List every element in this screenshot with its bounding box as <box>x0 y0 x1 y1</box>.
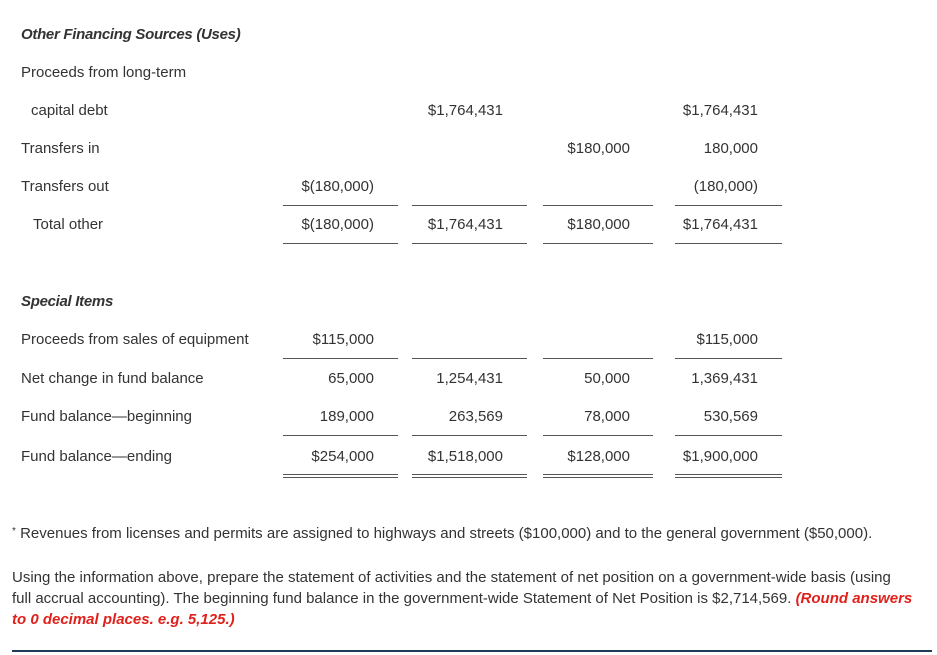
cell-net-change-c2: 1,254,431 <box>436 370 503 387</box>
row-label-fund-balance-beginning: Fund balance—beginning <box>21 408 192 425</box>
cell-begin-c1: 189,000 <box>319 408 374 425</box>
double-underline-rule <box>543 474 653 478</box>
cell-proceeds-c2: $1,764,431 <box>427 102 503 119</box>
cell-equipment-c4: $115,000 <box>696 331 758 348</box>
row-label-fund-balance-ending: Fund balance—ending <box>21 448 172 465</box>
double-underline-rule <box>675 474 782 478</box>
underline-rule <box>543 358 653 359</box>
double-underline-rule <box>412 474 527 478</box>
underline-rule <box>543 435 653 436</box>
cell-end-c3: $128,000 <box>567 448 630 465</box>
double-underline-rule <box>283 474 398 478</box>
bottom-divider <box>12 650 932 652</box>
underline-rule <box>283 435 398 436</box>
footnote <box>12 521 872 544</box>
instructions-paragraph <box>12 567 934 630</box>
cell-total-other-c4: $1,764,431 <box>682 216 758 233</box>
instructions-line2-text: full accrual accounting). The beginning fund balance in the government-wide Statement of Net Position is $2,714,569. <box>12 590 792 607</box>
section-heading-special-items: Special Items <box>21 293 113 310</box>
footnote-text: Revenues from licenses and permits are assigned to highways and streets ($100,000) and to the general government ($50,000). <box>20 525 873 542</box>
cell-net-change-c3: 50,000 <box>584 370 630 387</box>
cell-end-c2: $1,518,000 <box>427 448 503 465</box>
cell-equipment-c1: $115,000 <box>312 331 374 348</box>
cell-transfers-out-c4: (180,000) <box>693 178 758 195</box>
footnote-asterisk: * <box>12 526 16 537</box>
underline-rule <box>675 205 782 206</box>
underline-rule <box>675 243 782 244</box>
cell-begin-c2: 263,569 <box>448 408 503 425</box>
cell-begin-c4: 530,569 <box>703 408 758 425</box>
instructions-line1: Using the information above, prepare the statement of activities and the statement of net position on a government-wide basis (using <box>12 569 891 586</box>
cell-total-other-c2: $1,764,431 <box>427 216 503 233</box>
row-label-transfers-in: Transfers in <box>21 140 100 157</box>
row-label-net-change: Net change in fund balance <box>21 370 204 387</box>
underline-rule <box>543 243 653 244</box>
cell-end-c1: $254,000 <box>311 448 374 465</box>
row-label-equipment: Proceeds from sales of equipment <box>21 331 249 348</box>
cell-proceeds-c4: $1,764,431 <box>682 102 758 119</box>
cell-net-change-c1: 65,000 <box>328 370 374 387</box>
underline-rule <box>283 205 398 206</box>
underline-rule <box>412 435 527 436</box>
cell-net-change-c4: 1,369,431 <box>691 370 758 387</box>
instructions-line2 <box>12 588 934 609</box>
row-label-transfers-out: Transfers out <box>21 178 109 195</box>
cell-end-c4: $1,900,000 <box>682 448 758 465</box>
underline-rule <box>283 243 398 244</box>
cell-total-other-c3: $180,000 <box>567 216 630 233</box>
underline-rule <box>675 435 782 436</box>
rounding-note-part2: to 0 decimal places. e.g. 5,125.) <box>12 611 235 628</box>
underline-rule <box>412 358 527 359</box>
rounding-note-part1: (Round answers <box>795 590 913 607</box>
underline-rule <box>543 205 653 206</box>
cell-transfers-in-c3: $180,000 <box>567 140 630 157</box>
row-label-proceeds-line2: capital debt <box>31 102 108 119</box>
row-label-total-other: Total other <box>33 216 104 233</box>
underline-rule <box>412 205 527 206</box>
cell-transfers-in-c4: 180,000 <box>703 140 758 157</box>
cell-transfers-out-c1: $(180,000) <box>301 178 374 195</box>
row-label-proceeds-line1: Proceeds from long-term <box>21 64 187 81</box>
underline-rule <box>283 358 398 359</box>
section-heading-other-financing: Other Financing Sources (Uses) <box>21 26 241 43</box>
underline-rule <box>412 243 527 244</box>
underline-rule <box>675 358 782 359</box>
cell-total-other-c1: $(180,000) <box>301 216 374 233</box>
cell-begin-c3: 78,000 <box>584 408 630 425</box>
